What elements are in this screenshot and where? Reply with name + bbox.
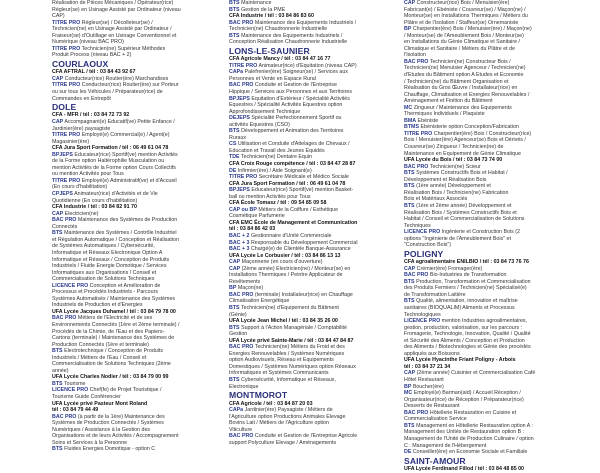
- body-text: Energies Renouvelables / Systèmes Numériques: [229, 350, 345, 357]
- school-contact: UFA Lycée Jacques Duhamel / tél : 03 84 79 78 00: [52, 308, 176, 315]
- diploma-code: DE: [404, 449, 412, 456]
- school-contact: CFA Agricole Mancy / tél : 03 84 47 16 77: [229, 56, 331, 63]
- body-text: Informatique et Réseaux / Conception de Produits: [52, 256, 170, 263]
- diploma-description: Gestion de la PME: [239, 6, 286, 13]
- body-text: Quotidienne (En cours d'habilitation): [52, 197, 138, 204]
- body-text: Electronique: [229, 383, 259, 390]
- body-text: Systèmes Automatisés / Maintenance des Systèmes: [52, 295, 176, 302]
- body-text: en Installations du Génie Climatique et Sanitaire /: [404, 39, 521, 46]
- diploma-code: CAP: [229, 265, 241, 272]
- school-contact: CFA Industrie / tél : 03 84 82 91 70: [52, 204, 137, 211]
- body-text: Couvreur(se) Zingueur / Technicien(ne) de: [404, 144, 504, 151]
- diploma-code: DEJEPS: [229, 115, 250, 122]
- diploma-code: BAC + 2: [229, 233, 250, 239]
- diploma-description: (2ème année) Cuisinier et Commercialisation Café: [415, 370, 536, 377]
- body-text: Revêtements: [229, 278, 261, 285]
- body-text: option Audiovisuels, Réseau et Equipements: [229, 357, 334, 364]
- body-text: appliqués aux Boissons: [404, 350, 460, 357]
- diploma-description: Conduite et Gestion de l'Entreprise Agricole: [253, 433, 358, 440]
- body-text: Numérique (niveau BAC PRO): [52, 39, 124, 46]
- body-text: Informatiques aux Organisations / Conseil et: [52, 269, 157, 276]
- body-text: l'Agriculture option Productions Animales Elevage: [229, 413, 346, 420]
- body-text: "Construction Bois"): [404, 242, 452, 249]
- diploma-description: (terminale) Installateur(rice) en Chauffage: [253, 291, 353, 298]
- body-text: Organisations et de leurs Activités / Accompagnement: [52, 433, 179, 440]
- body-text: Réalisation Bois / Technicien(ne) Fabrication: [404, 189, 509, 196]
- diploma-code: BTS: [229, 128, 240, 135]
- body-text: mention Activités de la Forme option Cours Collectifs: [52, 164, 176, 171]
- diploma-description: Educateur(rice) Sportif(ve) mention Activités: [72, 151, 178, 158]
- diploma-description: (2ème année) Electricien(ne) / Monteur(se) en: [240, 265, 351, 272]
- diploma-code: CAP: [404, 370, 416, 377]
- diploma-code: BP: [404, 383, 412, 390]
- body-text: Equestres / Spécialité Activités Equestres option: [229, 102, 343, 109]
- diploma-code: BTS: [404, 278, 415, 285]
- body-text: Techniques: [404, 222, 431, 229]
- diploma-code: BTS: [52, 230, 63, 237]
- diploma-code: LICENCE PRO: [52, 387, 89, 394]
- diploma-code: TITRE PRO: [52, 82, 81, 89]
- diploma-code: MC: [404, 104, 413, 111]
- diploma-code: BTS: [404, 298, 415, 305]
- diploma-description: Fluides Energies Domotique - option C: [62, 446, 156, 453]
- column-3: [404, 0, 600, 472]
- body-text: Tourisme Guide Conférencier: [52, 393, 121, 400]
- body-text: Informatique et Réseaux Electronique Option A: [52, 249, 163, 256]
- body-text: Habitat / Conseil et Commercialisation de Solutions: [404, 216, 525, 223]
- body-text: Climatisation Energétique: [229, 298, 290, 305]
- diploma-code: TITRE PRO: [229, 62, 258, 69]
- town-heading: POLIGNY: [404, 248, 444, 259]
- diploma-code: BPJEPS: [229, 95, 250, 102]
- diploma-code: TITRE PRO: [52, 45, 81, 52]
- body-text: activités Equestres (CSO): [229, 121, 290, 128]
- school-contact: CFA Jura Sport Formation / tél : 06 49 61 04 78: [52, 145, 169, 152]
- body-text: Approfondissement Technique: [229, 108, 301, 115]
- diploma-description: Animateur(rice) d'Equitation (niveau CAP): [257, 62, 357, 69]
- body-text: Systèmes de Production Connectés / Systèmes: [52, 420, 164, 427]
- school-contact: CFA - MFR / tél : 03 84 72 73 92: [52, 112, 130, 119]
- diploma-description: Utilisation et Conduite d'Attelages de Chevaux /: [236, 141, 350, 148]
- diploma-description: Conduite et Gestion de l'Entreprise: [253, 82, 337, 89]
- diploma-description: Conseiller(ère) en Economie Sociale et Familiale: [411, 449, 528, 456]
- town-heading: DOLE: [52, 102, 77, 113]
- body-text: Cosmétique Parfumerie: [229, 213, 285, 220]
- diploma-description: Tourisme: [62, 380, 86, 387]
- diploma-description: Infirmier(ère) / Aide Soignant(e): [236, 167, 312, 174]
- body-text: CAP): [52, 13, 65, 20]
- body-text: d'Etudes du Bâtiment option A Etudes et Economie: [404, 72, 524, 79]
- diploma-description: Maintenance des Equipements Industriels /: [253, 19, 357, 26]
- body-text: Gestion: [229, 331, 248, 338]
- body-text: Commercialisation de Solutions Techniques: [52, 276, 155, 283]
- diploma-description: Secrétaire Médicale et Médico Sociale: [257, 174, 349, 181]
- diploma-code: BP: [229, 285, 237, 292]
- body-text: options "Ingénierie de l'Ameublement Bois" et: [404, 235, 511, 242]
- body-text: Personnes et Vente en Espace Rural: [229, 75, 316, 82]
- diploma-description: Employé(e) Barman(aid) / Accueil Réception /: [412, 390, 521, 397]
- school-contact: CFA Agricole / tél : 03 84 87 20 03: [229, 400, 313, 407]
- school-contact: tél : 03 84 86 42 03: [229, 226, 276, 233]
- diploma-code: BPJEPS: [229, 187, 250, 194]
- body-text: / Monteur(se) de l'Ameublement Bois / Monteur(se): [404, 32, 524, 39]
- diploma-code: TITRE PRO: [229, 174, 258, 181]
- body-text: Chauffage, Climatisation et Energies Renouvelables /: [404, 91, 530, 98]
- diploma-code: BMA: [404, 117, 417, 124]
- town-heading: LONS-LE-SAUNIER: [229, 45, 310, 56]
- body-text: Fromagerie, Technologie, Innovation, Qualité / Qualité: [404, 331, 531, 338]
- diploma-description: Technicien(ne) Constructeur Bois /: [428, 58, 511, 65]
- diploma-code: BAC PRO: [52, 217, 77, 224]
- body-text: Commandes en Entrepôt: [52, 95, 111, 102]
- diploma-code: BTS: [404, 202, 415, 209]
- diploma-description: Constructeur(rice) Bois / Menuisier(ère): [415, 0, 510, 6]
- school-contact: UFA Lycée Charles Nodier / tél : 03 84 79 00 99: [52, 374, 169, 381]
- diploma-description: Métiers de la Coiffure / Esthétique: [256, 206, 339, 213]
- body-text: C : Management de l'Hébergement: [404, 442, 487, 449]
- body-text: Cartons (terminale) / Maintenance des Systèmes de: [52, 335, 175, 342]
- diploma-code: BTMS: [404, 124, 420, 131]
- body-text: Réalisation Bois / Systèmes Constructifs Bois et: [404, 209, 517, 216]
- diploma-code: BAC PRO: [52, 413, 77, 420]
- body-text: Processus et Procédés Industriels - Parcours: [52, 289, 158, 296]
- body-text: Régleur(se) en Usinage Assisté par Ordinateur (niveau: [52, 6, 181, 13]
- school-contact: UFA Lycée du Bois / tél : 03 84 73 74 00: [404, 157, 503, 164]
- body-text: Domestiques / Systèmes Numériques option Réseaux: [229, 363, 356, 370]
- diploma-description: Support à l'Action Managériale / Comptabilité: [239, 324, 347, 331]
- diploma-description: Electrotechnique / Conception de Produits: [62, 348, 164, 355]
- body-text: Bovins Lait / Métiers de l'Agriculture option: [229, 420, 329, 427]
- town-heading: MONTMOROT: [229, 390, 288, 401]
- diploma-code: BTS: [229, 6, 240, 13]
- school-contact: UFA Lycée Hyacinthe Friant Poligny - Arbois: [404, 357, 516, 364]
- diploma-description: Management en Hôtellerie Restauration option A :: [414, 422, 533, 429]
- town-heading: SAINT-AMOUR: [404, 455, 466, 466]
- diploma-description: Charpentier(ère) Bois / Constructeur(rice): [432, 130, 532, 137]
- column-1: [52, 0, 230, 453]
- diploma-code: CS: [229, 141, 237, 148]
- body-text: Plâtre et de l'Isolation / Staffeur(se) Ornemaniste: [404, 19, 519, 26]
- body-text: Procédés de la Chimie, de l'Eau et des Papiers-: [52, 328, 165, 335]
- body-text: Fraiseur(se) d'Outillage en Usinage Conventionnel et: [52, 32, 177, 39]
- diploma-code: CAPa: [229, 407, 244, 414]
- diploma-description: Electricien(ne): [63, 210, 99, 217]
- body-text: de Transformation Laitière: [404, 291, 466, 298]
- diploma-description: Chargé(e) de Clientèle Banque-Assurance: [249, 246, 351, 253]
- school-contact: UFA Lycée Le Corbusier / tél : 03 84 86 13 13: [229, 252, 341, 259]
- diploma-description: Technicien(ne) Supérieur Méthodes: [80, 45, 166, 52]
- diploma-description: Ingénierie et Construction Bois (2: [440, 229, 520, 236]
- diploma-code: LICENCE PRO: [404, 318, 441, 325]
- body-text: des Produits Fermiers / Technicien(ne) Spécialisé(e): [404, 285, 527, 292]
- body-text: Hôtel Restaurant: [404, 377, 444, 384]
- body-text: de la Forme option Haltérophilie Musculation ou: [52, 158, 165, 165]
- body-text: Magasinier(ère): [52, 138, 90, 145]
- diploma-description: Conception et Amélioration de: [88, 282, 161, 289]
- body-text: Soins et Services à la Personne: [52, 439, 128, 446]
- school-contact: CFA Industrie / tél : 03 84 86 83 60: [229, 13, 314, 20]
- diploma-description: Technicien(ne) Scieur: [428, 163, 481, 170]
- diploma-description: Hôtellerie Restauration en Cuisine et: [428, 409, 517, 416]
- diploma-code: TDE: [229, 154, 240, 161]
- body-text: l'Isolation: [404, 52, 426, 59]
- diploma-description: Equitation d'Extérieur / Spécialité Activités: [249, 95, 350, 102]
- body-text: Connectés: [52, 223, 78, 230]
- diploma-description: Qualité, alimentation, innovation et maîtrise: [414, 298, 518, 305]
- body-text: des Aliments / Biotechnologies et Génie des procédés: [404, 344, 531, 351]
- diploma-code: BTS: [229, 0, 240, 6]
- diploma-code: TITRE PRO: [404, 130, 433, 137]
- diploma-code: CPJEPS: [52, 191, 73, 198]
- body-text: de Systèmes Automatiques / Cybersécurité,: [52, 243, 155, 250]
- diploma-code: LICENCE PRO: [404, 229, 441, 236]
- body-text: Bois / Menuisier(ère) Agenceur(se) Bois et Dérivés /: [404, 137, 526, 144]
- body-text: Industriels / Fluide Energie Domotique / Services: [52, 263, 167, 270]
- body-text: et Sécurité des Aliments / Conception et Production: [404, 337, 525, 344]
- diploma-description: Production, Transformation et Commercialisation: [414, 278, 531, 285]
- diploma-description: Accompagnant(e) Educatif(ve) Petite Enfance /: [63, 119, 175, 126]
- diploma-description: Jardinier(ère) Paysagiste / Métiers de: [243, 407, 333, 414]
- body-text: ou mention Activités pour Tous: [52, 171, 124, 178]
- town-heading: COURLAOUX: [52, 58, 109, 69]
- diploma-code: BTS: [52, 380, 63, 387]
- body-text: Informatiques et Systèmes Communicants: [229, 370, 329, 377]
- body-text: Management des Unités de Restauration option B :: [404, 429, 525, 436]
- diploma-description: Maintenance des Equipements Industriels /: [239, 32, 343, 39]
- body-text: Commercialisation de Solutions Techniques (2ème: [52, 361, 171, 368]
- diploma-description: Crémier(ère) Fromager(ère): [415, 265, 483, 272]
- diploma-code: BAC PRO: [52, 315, 77, 322]
- body-text: gestion, production, valorisation, sur les parcours :: [404, 324, 523, 331]
- body-text: Hippique / Services aux Personnes et aux Territoires: [229, 88, 352, 95]
- diploma-code: BTS: [404, 422, 415, 429]
- body-text: Commercialisation Service: [404, 416, 467, 423]
- diploma-code: MC: [404, 390, 413, 397]
- body-text: (Génie): [229, 311, 247, 318]
- body-text: Fabricant(e) / Ebéniste / Couvreur(se) / Maçon(ne) /: [404, 6, 526, 13]
- body-text: Desserts de Restaurant: [404, 403, 460, 410]
- diploma-description: (1ère et 2ème année) Développement et: [414, 202, 512, 209]
- body-text: Réalisation de Pièces Mécaniques / Opérateur(rice): [52, 0, 174, 6]
- diploma-description: Ebénisterie option Conception/Fabrication: [419, 124, 519, 131]
- diploma-description: Employé(e) Commercial(e) / Agent(e): [80, 132, 170, 139]
- body-text: ball ou mention Activités pour Tous: [229, 193, 311, 200]
- body-text: (En cours d'habilitation): [52, 184, 108, 191]
- diploma-code: TITRE PRO: [52, 132, 81, 139]
- diploma-code: BTS: [52, 348, 63, 355]
- diploma-code: BAC PRO: [229, 433, 254, 440]
- diploma-code: CAP: [52, 210, 64, 217]
- body-text: Industriels de Production et d'Energies: [52, 302, 143, 309]
- school-contact: tél : 03 84 37 21 34: [404, 363, 451, 370]
- body-text: / Technicien(ne) du Bâtiment Organisation et: [404, 78, 509, 85]
- diploma-code: LICENCE PRO: [52, 282, 89, 289]
- diploma-code: BAC PRO: [229, 82, 254, 89]
- body-text: Environnements Connectés (1ère et 2ème terminale) /: [52, 321, 180, 328]
- diploma-description: Spécialité Perfectionnement Sportif ou: [249, 115, 342, 122]
- diploma-description: Conducteur(rice) Routier(ère) Marchandises: [63, 75, 169, 82]
- body-text: Management de l'Unité de Production Culinaire / option: [404, 435, 534, 442]
- diploma-code: CAP: [52, 119, 64, 126]
- school-contact: CFA Jura Sport Formation / tél : 06 49 61 04 78: [229, 180, 346, 187]
- body-text: support Polyculture Elevage / Aménagements: [229, 439, 337, 446]
- body-text: Technicien(ne) Menuisier Agenceur / Technicien(ne): [404, 65, 526, 72]
- diploma-code: BTS: [229, 377, 240, 384]
- diploma-description: Technicien(ne) Dentaire Equin: [239, 154, 312, 161]
- body-text: Production Connectés (1ère et terminale): [52, 341, 149, 348]
- body-text: Numériques / Assistance à la Gestion des: [52, 426, 151, 433]
- diploma-description: Educateur(rice) Sportif(ve) mention Basket-: [249, 187, 354, 194]
- diploma-line: [52, 446, 230, 453]
- diploma-code: BTS: [229, 32, 240, 39]
- body-text: Développement et Réalisation Bois: [404, 176, 487, 183]
- diploma-code: BAC PRO: [229, 344, 254, 351]
- diploma-description: Cybersécurité, Informatique et Réseaux,: [239, 377, 336, 384]
- body-text: année): [52, 367, 69, 374]
- diploma-code: BPJEPS: [52, 151, 73, 158]
- body-text: Technicien(ne) Chaudronnerie Industrielle: [229, 26, 328, 33]
- school-contact: tél : 03 84 79 44 49: [52, 407, 99, 414]
- diploma-code: BTS: [404, 170, 415, 177]
- school-contact: CFA Croix Rouge compétence / tél : 03 84 47 28 87: [229, 160, 356, 167]
- diploma-code: CAP ou BP: [229, 206, 257, 213]
- diploma-code: BTS: [229, 324, 240, 331]
- body-text: Monteur(se) en Installations Thermiques / Métiers du: [404, 13, 528, 20]
- diploma-description: Maçon(ne): [236, 285, 264, 292]
- diploma-code: TITRE PRO: [52, 177, 81, 184]
- diploma-description: Gestionnaire d'Unité Commerciale: [249, 233, 332, 239]
- diploma-code: CAPa: [229, 69, 244, 76]
- diploma-description: Zingueur / Maintenance des Equipements: [412, 104, 512, 111]
- diploma-description: Maintenance: [239, 0, 272, 6]
- diploma-description: Technicien(ne) d'Equipement du Bâtiment: [239, 305, 339, 312]
- diploma-code: BTS: [52, 446, 63, 453]
- school-contact: UFA Lycée privé Sainte-Marie / tél : 03 84 47 84 87: [229, 337, 354, 344]
- diploma-description: Boucher(ère): [411, 383, 444, 390]
- diploma-description: mention Industries agroalimentaires,: [440, 318, 528, 325]
- diploma-description: (1ère année) Développement et: [414, 183, 491, 190]
- diploma-description: Palefrenier(ère) Soigneur(se) / Services aux: [243, 69, 348, 76]
- diploma-code: BAC PRO: [229, 291, 254, 298]
- school-contact: UFA Lycée Ferdinand Fillod / tél : 03 84 48 85 00: [404, 466, 525, 472]
- diploma-description: Chef(fe) de Projet Touristique /: [88, 387, 162, 394]
- diploma-description: Développement et Animation des Territoires: [239, 128, 344, 135]
- body-text: Thermiques Individuels / Plaquiste: [404, 111, 485, 118]
- diploma-code: BAC + 3: [229, 246, 250, 253]
- body-text: Jardinier(ère) paysagiste: [52, 125, 111, 132]
- body-text: Produit Process (niveau BAC + 2): [52, 52, 132, 59]
- body-text: Maintenance en Equipement de Génie Climatique: [404, 150, 521, 157]
- diploma-description: Maintenance des Systèmes / Contrôle Industriel: [62, 230, 177, 237]
- diploma-code: BAC PRO: [404, 163, 429, 170]
- diploma-description: (à partir de la 1ère) Maintenance des: [76, 413, 165, 420]
- body-text: Technicien(ne) en Usinage Assisté par Ordinateur /: [52, 26, 172, 33]
- body-text: Aménagement et Finition du Bâtiment: [404, 98, 493, 105]
- body-text: Industriels / Métiers de l'Eau / Conseil et: [52, 354, 147, 361]
- school-contact: UFA Lycée Jean Michel / tél : 03 84 35 26 00: [229, 318, 338, 325]
- body-text: Installations Thermiques / Peintre Applicateur de: [229, 272, 343, 279]
- diploma-code: CAP: [229, 259, 241, 266]
- diploma-code: CAP: [404, 0, 416, 6]
- diploma-code: BAC PRO: [229, 19, 254, 26]
- diploma-description: Maintenance des Systèmes de Production: [76, 217, 178, 224]
- diploma-code: BAC + 3: [229, 239, 250, 246]
- school-contact: CFA AFTRAL / tél : 03 84 43 92 67: [52, 69, 136, 76]
- body-text: Bois et Matériaux Associés: [404, 196, 468, 203]
- diploma-code: CAP: [52, 75, 64, 82]
- body-text: Viticulture: [229, 426, 253, 433]
- diploma-code: DE: [229, 167, 237, 174]
- body-text: Conception Réalisation Chaudronnerie Industrielle: [229, 39, 348, 46]
- diploma-code: BP: [404, 26, 412, 33]
- diploma-code: BAC PRO: [404, 272, 429, 279]
- school-contact: UFA Lycée privé Pasteur Mont Roland: [52, 400, 148, 407]
- diploma-description: Ebéniste: [416, 117, 439, 124]
- diploma-description: Conducteur(rice) Routier(ère) sur Porteur: [80, 82, 179, 89]
- school-contact: CFA agroalimentaire ENILBIO / tél : 03 84 73 76 76: [404, 259, 529, 266]
- diploma-code: BAC PRO: [404, 409, 429, 416]
- body-text: Réalisation du Gros Œuvre / Installateur(rice) en: [404, 85, 518, 92]
- body-text: Climatique et Sanitaire / Métiers du Plâtre et de: [404, 45, 515, 52]
- diploma-description: Systèmes Constructifs Bois et Habitat /: [414, 170, 508, 177]
- diploma-code: CAP: [404, 265, 416, 272]
- diploma-description: Animateur(rice) d'Activités et de Vie: [72, 191, 158, 198]
- body-text: Organisateur(rice) de Réception / Préparateur(rice): [404, 396, 524, 403]
- body-text: Ruraux: [229, 134, 247, 141]
- diploma-description: Employé(e) Administratif(ve) et d'Accueil: [80, 177, 177, 184]
- diploma-description: Bio-Industries de Transformation: [428, 272, 507, 279]
- diploma-description: Technicien(ne) Métiers du Froid et des: [253, 344, 345, 351]
- school-contact: CFA EMC École de Management et Communication: [229, 219, 358, 226]
- diploma-description: Métiers de l'Electricité et de ses: [76, 315, 153, 322]
- diploma-code: BTS: [404, 183, 415, 190]
- diploma-description: Régleur(se) / Décolleteur(se) /: [80, 19, 153, 26]
- diploma-description: Responsable du Développement Commercial: [249, 239, 358, 246]
- body-text: ou sur tous les Véhicules / Préparateur(rice) de: [52, 88, 163, 95]
- diploma-description: Maçonnerie (en cours d'ouverture): [240, 259, 323, 266]
- body-text: Technologiques: [404, 311, 441, 318]
- diploma-code: BAC PRO: [404, 58, 429, 65]
- body-text: et Régulation Automatique / Conception et Réalisation: [52, 236, 179, 243]
- school-contact: CFA École Tomasz / tél : 09 54 85 09 58: [229, 200, 327, 207]
- body-text: sanitaires (BIOQUALIM) Aliments et Processus: [404, 305, 515, 312]
- column-2: [229, 0, 403, 450]
- body-text: Education et Travail des Jeunes Equidés: [229, 147, 325, 154]
- diploma-code: TITRE PRO: [52, 19, 81, 26]
- diploma-description: Charpentier(ère) Bois / Menuisier(ère) / Maçon(ne): [411, 26, 532, 33]
- diploma-code: BTS: [229, 305, 240, 312]
